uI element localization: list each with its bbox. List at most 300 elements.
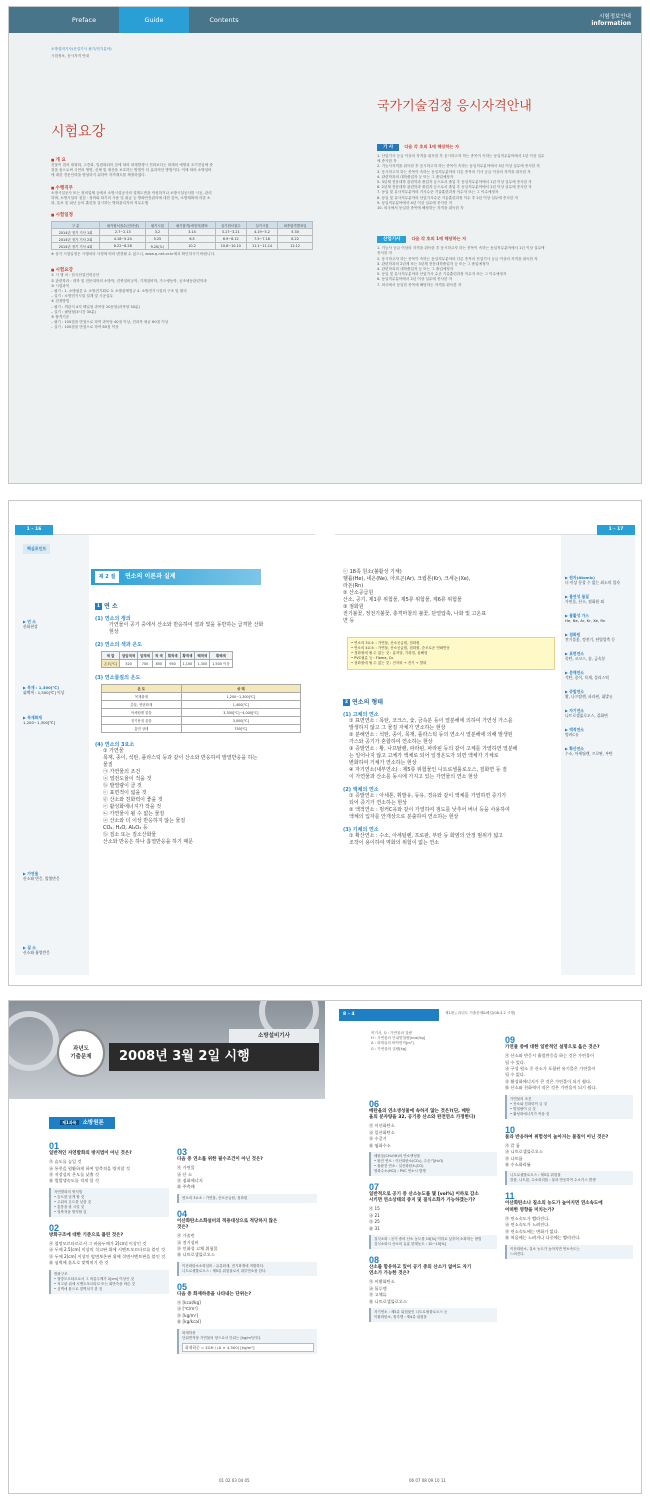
note-line: • 점화원에 될 수 없는 것 : 전자파 → 전기 → 발화 [351, 661, 427, 665]
question-text: 산소를 함유하고 있어 공기 중의 산소가 없어도 자기 [369, 1265, 472, 1271]
explanation-line: 이황화탄소, 톨루엔 : 제4류 위험물 [374, 1315, 427, 1320]
table-cell: 2014년 정기 기사 2회 [52, 236, 100, 243]
margin-note-keyword: ▶ 자기연소 [565, 708, 584, 713]
margin-note-keyword: ▶ 분해연소 [565, 670, 584, 675]
answer-option: 될 수 있다. [505, 1059, 526, 1065]
explanation-box [369, 1152, 497, 1176]
answer-option: ㉮ [kcal/kg] [177, 1300, 201, 1306]
margin-note-keyword: ▶ 목재 : 1,300[℃] [23, 685, 59, 690]
explanation-box [177, 1194, 317, 1203]
question-index-number: 01 [219, 1478, 226, 1483]
question-index-number: 09 [428, 1478, 435, 1483]
margin-note [23, 715, 87, 725]
margin-note-text: He, Ne, Ar, Kr, Xe, Rn [565, 618, 606, 623]
table-cell: 8.22 [278, 236, 313, 243]
left-column [51, 157, 321, 331]
body-line: 는 일어나지 않고 고체가 액체로 되어 일정온도가 되면 액체가 기체로 [349, 753, 499, 759]
right-column [377, 133, 627, 288]
explanation-line: • 통풍을 잘 시킬 것 [54, 1204, 85, 1209]
margin-note-text: 수소, 아세틸렌, 프로판, 부탄 [565, 751, 613, 756]
solid-combustion [343, 718, 557, 781]
question-index-number: 03 [231, 1478, 239, 1483]
explanation-line: 가연물의 조건 [510, 1096, 532, 1101]
column-header: 백적색 [195, 652, 210, 660]
section-title: 연소의 이론과 실제 [125, 573, 176, 580]
body-line: ⓔ 활성화에너지가 작을 것 [103, 804, 162, 810]
explanation-line: 메탄올(CH₃OH)의 연소생성물 [374, 1154, 421, 1159]
answer-option: ㉯ 산 소 [177, 1171, 192, 1177]
body-line: ㉠ 가연물의 조건 [103, 769, 141, 775]
answer-option: ㉮ 철망모르타르로서 그 바름두께가 2[cm] 이상인 것 [49, 1241, 147, 1247]
body-line: 이 가연물과 산소를 동시에 가지고 있는 가연물의 연소 현상 [349, 774, 478, 780]
body-line: ② 분해연소 : 석탄, 종이, 목재, 플라스틱 등의 연소시 열분해에 의해 발생된 [349, 732, 513, 738]
right-page-number: 8 – 4 [339, 1009, 439, 1021]
question-text: 다음 중 화재하중을 나타내는 단위는? [177, 1291, 252, 1297]
explanation-line: • 심벽에 흙으로 맞벽치기 한 것 [54, 1286, 103, 1291]
table-cell: 3,300[℃]~4,000[℃] [181, 709, 300, 717]
options-list [369, 1279, 497, 1305]
explanation-line: • 완전 연소 : 이산화탄소(CO₂), 수증기(H₂O) [374, 1159, 444, 1164]
margin-note [565, 613, 631, 623]
answer-option: ㉮ 칼 륨 [505, 1142, 520, 1148]
page-title-left: 시험요강 [51, 124, 106, 140]
answer-option: ㉰ 연소속도에는 변화가 없다. [505, 1228, 560, 1234]
question-index-number: 04 [238, 1478, 245, 1483]
table-row [52, 243, 313, 250]
margin-note [565, 651, 631, 661]
question-number: 09 [505, 1035, 516, 1045]
question-text: 일반적인 자연발화의 방지법이 아닌 것은? [49, 1151, 132, 1156]
table-cell: 3,000[℃] [181, 717, 300, 725]
margin-note [565, 594, 631, 604]
table-cell: 목재화재 [102, 693, 182, 701]
explanation-box [505, 1245, 633, 1259]
margin-note-text: 휘백색 : 1,500[℃] 이상 [23, 690, 65, 695]
exam-heading: ■ 시험요강 [51, 267, 321, 273]
summary-note-lines [351, 641, 551, 666]
table-cell: 4.18~5.24 [100, 236, 146, 243]
question-column-2 [177, 1141, 317, 1354]
exam-line: – 필기 : 객관식 4지 택일형 과목당 20문항(과목당 30분) [51, 304, 140, 309]
key-point-label: 핵심포인트 [23, 544, 50, 554]
answer-option: ㉮ 가연물 [177, 1165, 195, 1171]
explanation-line: • 활성화에너지가 작을 것 [510, 1111, 550, 1116]
table-cell: 1,100 [180, 660, 195, 668]
body-line: 변화하여 기체가 연소하는 현상 [349, 760, 417, 766]
question-text: 연소가 가능한 것은? [369, 1271, 410, 1277]
sub-definition: (1) 연소의 정의 [95, 616, 131, 622]
answer-option: ㉯ [℃/m²] [177, 1306, 198, 1312]
margin-note [565, 632, 631, 642]
explanation-line: • 석고판 위에 시멘트모르타르 또는 회반죽을 바른 것 [54, 1281, 135, 1286]
margin-note-keyword: ▶ 점화원 [565, 632, 581, 637]
table-cell: 흡연 상태 [102, 725, 182, 733]
explanation-line: 이산화탄소소화설비 : 유류화재, 전기화재에 적합하다. [182, 1263, 265, 1268]
exam-details [51, 273, 321, 330]
table-cell: 6.5 [169, 236, 215, 243]
explanation-box [505, 1095, 633, 1119]
breadcrumb-sub: 시험정보, 응시자격 안내 [51, 54, 90, 58]
table-cell: 아세틸렌 불꽃 [102, 709, 182, 717]
explanation-box [369, 1308, 497, 1322]
column-header: 상 태 [181, 685, 300, 693]
formula-definitions [371, 1031, 491, 1052]
table-cell: 촛불, 연탄화재 [102, 701, 182, 709]
liquid-combustion [343, 793, 557, 821]
table-cell: 2.7~2.13 [100, 229, 146, 236]
industrial-list [377, 246, 627, 288]
margin-note-keyword: ▶ 불연성 물질 [565, 594, 589, 599]
paragraph-line: 건물이 점차 대형화, 고층화, 밀집화되어 감에 따라 화재발생시 진화보다는 화재의 예방과 초기진압에 중 [51, 163, 213, 167]
exam-line: – 필기 : 1. 소방원론 2. 소방전기회로 3. 소방관계법규 4. 소방전기시설의 구조 및 원리 [51, 289, 187, 294]
options-list [177, 1233, 317, 1259]
answer-option: ㉮ 이황화탄소 [369, 1279, 395, 1285]
body-line: ③ 증발연소 : 황, 나프탈렌, 파라핀, 파라핀 등의 같이 고체를 가열하면 열분해 [349, 746, 518, 752]
left-body [95, 601, 315, 846]
body-line: 헬륨(He), 네온(Ne), 아르곤(Ar), 크립톤(Kr), 크세논(Xe), [343, 576, 471, 582]
question-number: 10 [505, 1124, 516, 1135]
exam-line: – 실기 : 필답형(3시간 30분) [51, 309, 97, 314]
section-heading: ■ 개 요 [51, 157, 321, 163]
options-list [505, 1053, 633, 1091]
formula-legend [371, 1031, 491, 1052]
answer-option: ㉱ 니트로셀룰로오스 [177, 1252, 215, 1258]
info-label-ko: 시험정보안내 [599, 14, 631, 20]
column-header: 실기원서접수 [215, 222, 246, 229]
margin-note-keyword: ▶ 불활성 가스 [565, 613, 589, 618]
table-cell: 12.12 [278, 243, 313, 250]
info-label-en: information [591, 20, 631, 27]
margin-note-text: 벙커C유 [565, 732, 579, 737]
answer-option: ㉯ 통풍을 원활하게 하여 열축적을 방지할 것 [49, 1165, 130, 1171]
margin-note-text: 산소와 흡열반응 [23, 950, 50, 955]
question-index-number: 11 [440, 1478, 446, 1483]
table-cell: 3.14 [169, 229, 215, 236]
question-text: 가연물 중에 대한 일반적인 설명으로 옳은 것은? [505, 1045, 600, 1050]
table-cell: 750[℃] [181, 725, 300, 733]
exam-category-tag: 소방설비기사 [229, 1029, 319, 1043]
label-industrial: 산업기사 [377, 236, 406, 243]
explanation-line: 화재하중 [182, 1330, 196, 1335]
requirement-line: 7. 동일 및 유사직무분야의 기사수준 기술훈련과정 이수자 또는 그 이수예정자 [377, 190, 499, 195]
right-margin-notes [561, 535, 635, 975]
margin-note-keyword: ▶ 증발연소 [565, 689, 584, 694]
answer-option: ㉱ 수소화리튬 [505, 1162, 531, 1168]
explanation-line: • 불완전 연소 : 일산화탄소(CO) [374, 1164, 424, 1169]
body-line: 목재, 종이, 석탄, 플라스틱 등과 같이 산소와 반응하여 발열반응을 하는 [103, 755, 258, 761]
column-header: 암적색 [138, 652, 153, 660]
exam-line: – 실기 : 100점을 만점으로 하여 60점 이상 [51, 325, 119, 330]
label-gisa: 기 사 [377, 144, 399, 151]
question-text: 다음 중 연소를 위한 필수조건이 아닌 것은? [177, 1157, 263, 1162]
answer-option: ㉱ 31 [369, 1225, 380, 1231]
table-cell: 950 [165, 660, 180, 668]
explanation-line: 염화수소(HCl) : PVC 연소시 발생 [374, 1169, 426, 1174]
margin-note-keyword: ▶ 목재화재 [23, 715, 42, 720]
margin-note [565, 746, 631, 756]
margin-note [565, 575, 631, 585]
sub-liquid: (2) 액체의 연소 [343, 787, 379, 793]
right-header-strip [335, 525, 597, 535]
explanation-line: 니트로셀룰로오스 : 제5류 위험물 [510, 1173, 561, 1178]
question-text: 방화구조에 대한 기준으로 틀린 것은? [49, 1232, 124, 1238]
note-line: • 연소의 3요소 : 가연물, 산소공급원, 점화원 [351, 641, 420, 645]
requirement-line: 4. 관련학과의 대학졸업자 등 또는 그 졸업예정자 [377, 174, 454, 179]
body-line: 산소, 공기, 제1류 위험물, 제5류 위험물, 제6류 위험물 [343, 597, 462, 603]
question-number: 03 [177, 1147, 188, 1157]
requirement-line: 8. 동일 및 유사직무분야의 산업기사수준 기술훈련과정 이수 후 2년 이상 실무에 종사한 자 [377, 195, 518, 200]
table-cell: 5.30 [278, 229, 313, 236]
margin-note-keyword: ▶ 연 소 [23, 619, 36, 624]
body-line: ⓑ 발열량이 클 것 [103, 783, 142, 789]
explanation-line: 연소의 3요소 : 가연물, 산소공급원, 점화원 [182, 1195, 248, 1200]
formula-definition: H : 가연물의 단위발열량[kcal/kg] [371, 1036, 426, 1041]
question-number: 01 [49, 1141, 60, 1151]
options-list [49, 1159, 169, 1185]
margin-note [23, 871, 87, 881]
exam-spread [8, 1000, 642, 1494]
explanation-line: 질식소화 : 공기 중의 산소 농도를 15[%] 이하로 낮추어 소화하는 방법 [374, 1237, 482, 1242]
answer-option: ㉱ 산소와 친화력이 작은 것은 가연물이 되기 쉽다. [505, 1085, 597, 1091]
question-index-number: 07 [415, 1478, 422, 1483]
oxygen-ignition-list [343, 569, 557, 625]
sub-gas: (3) 기체의 연소 [343, 827, 379, 833]
paragraph-line: 하며, 소방시설의 점검 · 정비와 화기의 사용 및 취급 등 방화안전관리에 대한 감독, 소방계획에 의한 소 [51, 195, 211, 200]
tab-guide[interactable]: Guide [119, 7, 189, 33]
left-header-strip [53, 525, 315, 535]
body-line: ② 액적연소 : 벙커C유와 같이 가열하여 점도를 낮추어 버너 등을 사용하여 [349, 807, 510, 813]
industrial-heading: 다음 각 호의 1에 해당하는 자 [411, 236, 467, 242]
answer-option: ㉱ 처음에는 느려지나 나중에는 빨라진다. [505, 1235, 581, 1241]
margin-note-text: 산소와 반응, 발열반응 [23, 876, 60, 881]
exam-title: 2008년 3월 2일 시행 [109, 1043, 319, 1071]
exam-line: – 실기 : 소방전기시설 설계 및 시공실무 [51, 294, 113, 299]
explanation-line: • 주위의 온도를 낮출 것 [54, 1199, 91, 1204]
body-line: ⓒ 표면적이 넓을 것 [103, 790, 147, 796]
section-heading: ■ 수행직무 [51, 185, 321, 191]
question-text: 이산화탄소소화설비의 적용대상으로 적당하지 않은 [177, 1218, 278, 1224]
margin-note-keyword: ▶ 표면연소 [565, 651, 584, 656]
question-number: 02 [49, 1222, 60, 1233]
answer-option: ㉯ 연소속도가 느려진다. [505, 1222, 550, 1228]
options-list [369, 1206, 497, 1232]
answer-option: ㉰ 인화성 고체 위험물 [177, 1246, 218, 1252]
requirement-line: 6. 2년제 전문대학 관련학과 졸업자 등으로서 졸업 후 동일직무분야에서 2년 이상 실무에 종사한 자 [377, 185, 532, 190]
body-line: ④ 자기연소(내부연소) : 제5류 위험물인 니트로셀룰로오스, 질화면 등 질 [349, 767, 507, 773]
table-cell: 520 [120, 660, 138, 668]
question-text: 것은? [177, 1225, 189, 1231]
column-header: 구 분 [52, 222, 100, 229]
requirement-line: 종사한 자 [377, 251, 393, 256]
note-line: • 점화원에 될 수 없는 것 : 흡착열, 기화열, 융해열 [351, 651, 428, 655]
sub-solid: (1) 고체의 연소 [343, 712, 379, 718]
material-temp-table [101, 684, 301, 733]
page-title-right: 국가기술검정 응시자격안내 [377, 99, 532, 114]
margin-note-keyword: ▶ 가연물 [23, 871, 39, 876]
margin-note-text: 니트로셀룰로오스, 질화면 [565, 713, 608, 718]
body-line: ③ 점화원 [343, 604, 364, 610]
body-line: ① 표면연소 : 목탄, 코크스, 숯, 금속분 등이 열분해에 의하여 가연성 가스를 [349, 718, 513, 724]
table-cell: 3.17~3.21 [215, 229, 246, 236]
question-column-4 [505, 1029, 633, 1259]
formula-definition: A : 화재실의 바닥면적[m²] [371, 1041, 414, 1046]
explanation-line: 이산화탄소, 질소 농도가 높아지면 연소속도는 [510, 1246, 580, 1251]
table-cell: 7.5~7.18 [246, 236, 277, 243]
requirement-line: 3. 응시하고자 하는 종목이 속하는 동일직무분야의 다른 종목의 기사 등급 이상의 자격을 취득한 자 [377, 169, 531, 174]
answer-option: ㉰ 25 [369, 1219, 380, 1225]
explanation-line: 니트로셀룰로오스 : 제5류 위험물로서 내부연소를 한다. [182, 1268, 267, 1273]
left-page-number: 1 – 16 [15, 525, 53, 535]
explanation-box [49, 1188, 169, 1217]
column-header: 휘적색 [165, 652, 180, 660]
footer-question-index-left [219, 1478, 250, 1483]
color-temp-table [101, 651, 233, 668]
body-line: ㉡ 가연물이 될 수 없는 물질 [103, 811, 165, 817]
margin-note-text: 1,200~1,300[℃] [23, 720, 56, 725]
margin-note-keyword: ▶ 질 소 [23, 945, 36, 950]
exam-line: – 필기 : 100점을 만점으로 하여 과목당 40점 이상, 전과목 평균 60점 이상 [51, 320, 169, 325]
gisa-heading: 다음 각 호의 1에 해당하는 자 [404, 144, 460, 149]
requirement-line: 5. 동일 및 유사직무분야의 산업기사 수준 기술훈련과정 이수자 또는 그 이수예정자 [377, 272, 507, 277]
margin-note-keyword: ▶ 액적연소 [565, 727, 584, 732]
table-row [52, 236, 313, 243]
question-text: 메탄올의 연소생성물에 속하지 않는 것은?(단, 메탄 [369, 1109, 471, 1114]
table-row [102, 709, 301, 717]
exam-line: ③ 시험과목 [51, 283, 70, 288]
question-number: 07 [369, 1182, 380, 1193]
margin-note-text: 더 이상 분할 수 없는 최소의 입자 [565, 580, 620, 585]
body-line: ⓑ 질소 또는 질소산화물 [103, 832, 157, 838]
formula: 화재하중 = ΣGH / (A × 4,500) [kg/m²] [182, 1343, 314, 1352]
answer-option: ㉮ 15 [369, 1206, 380, 1212]
column-header: 담암적색 [120, 652, 138, 660]
explanation-line: 자연발화의 방지법 [54, 1189, 83, 1194]
table-row [102, 717, 301, 725]
table-cell: 온도[℃] [102, 660, 120, 668]
table-cell: 10.6~10.10 [215, 243, 246, 250]
explanation-line: • 습도를 낮게 할 것 [54, 1194, 85, 1199]
body-line: ⓐ 산소와 더 이상 반응하지 않는 물질 [103, 818, 186, 824]
answer-option: ㉱ 열발생속도를 적게 할 것 [49, 1178, 99, 1184]
explanation-line: • 열축적을 방지할 것 [54, 1209, 87, 1214]
column-header: 휘백색 [210, 652, 232, 660]
column-header: 필기원서접수(인터넷) [100, 222, 146, 229]
requirement-line: 6. 동일직무분야에서 2년 이상 실무에 종사한 자 [377, 277, 453, 282]
top-nav-bar [9, 7, 641, 33]
table-cell: 10.2 [169, 243, 215, 250]
options-list [505, 1143, 633, 1169]
gas-combustion [343, 833, 557, 847]
combustion-forms [343, 697, 557, 847]
question-text: 시키면 연소상태의 중지 및 질식소화가 가능하겠는가? [369, 1198, 476, 1204]
margin-note-text: 석탄, 종이, 목재, 플라스틱 [565, 675, 609, 680]
paragraph-line: 화, 통보 및 피난 등의 훈련을 실시하는 방화관리자의 직무수행 [51, 201, 149, 206]
formula-definition: 여기서, Q : 가연물의 질량 [371, 1031, 412, 1035]
margin-note [565, 708, 631, 718]
body-line: 라돈(Rn) [343, 583, 364, 589]
body-line: ⓐ 열전도율이 적을 것 [103, 776, 152, 782]
paragraph-line: 소방시설공사 또는 정비업체 등에서 소방시설공사의 설계도면을 작성하거나 소방시설공사를 시공, 관리 [51, 190, 212, 195]
question-number: 08 [369, 1255, 380, 1266]
body-line: 현상 [109, 629, 119, 635]
body-line: 조작이 용이하여 역화의 위험이 없는 연소 [349, 840, 440, 846]
column-header: 색 깔 [102, 652, 120, 660]
answer-option: ㉰ 저장실의 온도를 낮출 것 [49, 1172, 99, 1178]
table-cell: 4.19~5.2 [246, 229, 277, 236]
column-header: 온 도 [102, 685, 182, 693]
answer-option: ㉮ 산소와 반응시 흡열반응을 하는 것은 가연물이 [505, 1053, 595, 1059]
answer-option: ㉰ 수증기 [369, 1136, 387, 1142]
answer-option: ㉮ 습도를 높일 것 [49, 1159, 82, 1165]
requirement-line: 10. 외국에서 동일한 종목에 해당하는 자격을 취득한 자 [377, 206, 464, 211]
table-cell: 850 [152, 660, 165, 668]
explanation-line: 질식소화시 산소의 유효 한계농도 : 10~15[%] [374, 1242, 446, 1247]
body-line: ① 확산연소 : 수소, 아세틸렌, 프로판, 부탄 등 화염의 안정 범위가 넓고 [349, 833, 504, 839]
answer-option: ㉰ 두께 2[cm] 이상인 암면보온판 위에 석면시멘트판을 붙인 것 [49, 1253, 166, 1259]
answer-option: ㉰ 나트륨 [505, 1155, 523, 1161]
answer-option: ㉯ 일산화탄소 [369, 1129, 395, 1135]
summary-note-box [347, 637, 555, 670]
margin-note [565, 670, 631, 680]
overview-sections [51, 157, 321, 206]
requirement-line: 7. 외국에서 동일한 종목에 해당하는 자격을 취득한 자 [377, 282, 462, 287]
body-line: 가연물이 공기 중에서 산소와 반응하여 열과 빛을 동반하는 급격한 산화 [109, 622, 264, 628]
right-side-notes [561, 535, 635, 756]
guide-page [8, 6, 642, 484]
left-margin-notes [15, 535, 89, 975]
table-cell: 3.2 [146, 229, 169, 236]
requirement-line: 4. 관련학과의 대학졸업자 등 또는 그 졸업예정자 [377, 267, 454, 272]
body-line: 산소와 반응은 하나 흡열반응을 하기 때문 [103, 839, 194, 845]
table-cell: 700 [138, 660, 153, 668]
schedule-heading: ■ 시험일정 [51, 212, 321, 218]
requirement-line: 2. 응시하고자 하는 종목이 속하는 동일직무분야의 다른 종목의 산업기사 등급 이상의 자격을 취득한 자 [377, 256, 538, 261]
explanation-line: • 발열량이 클 것 [510, 1106, 536, 1111]
question-index-number: 02 [225, 1478, 232, 1483]
question-text: 올의 분자량을 32, 공기중 산소와 완전연소 가정한다) [369, 1115, 476, 1121]
requirement-line: 에 종사한 자 [377, 159, 397, 164]
column-header: 적 색 [152, 652, 165, 660]
answer-option: ㉰ 고체류 [369, 1292, 387, 1298]
table-cell: 1,300 [195, 660, 210, 668]
question-column-1 [49, 1135, 169, 1294]
tab-contents[interactable]: Contents [209, 16, 239, 24]
body-line: ⓓ 산소와 친화력이 좋을 것 [103, 797, 163, 803]
options-list [369, 1123, 497, 1149]
table-row [102, 701, 301, 709]
body-line: ⓒ 18족 원소(불활성 기체) [343, 569, 402, 575]
tab-preface[interactable]: Preface [71, 16, 97, 24]
body-line: 전기불꽃, 정전기불꽃, 충격마찰의 불꽃, 단열압축, 나화 및 고온표 [343, 611, 487, 617]
heading-combustion: 1 연 소 [96, 603, 118, 610]
column-header: 실기시험 [246, 222, 277, 229]
margin-note-text: 가연물, 산소, 점화원 외 [565, 599, 605, 604]
column-header: 필기합격(예정자)발표 [169, 222, 215, 229]
margin-note-keyword: ▶ 원자(Atomic) [565, 575, 595, 580]
sub-color-temp: (2) 연소의 색과 온도 [95, 642, 143, 648]
paragraph-line: 점을 둠으로써 국민의 생명, 신체 및 재산을 보호하는 방법이 더 효과적인 방법이다. 이에 따라 소방설비 [51, 168, 212, 173]
definition-text [95, 622, 315, 636]
schedule-table [51, 221, 313, 250]
explanation-box [177, 1262, 317, 1276]
explanation-box [369, 1235, 497, 1249]
options-list [49, 1241, 169, 1267]
answer-option: ㉯ 톨루엔 [369, 1285, 387, 1291]
footer-question-index-right [409, 1478, 446, 1483]
answer-option: 될 수 없다. [505, 1072, 526, 1078]
answer-option: ㉰ 점화에너지 [177, 1178, 203, 1184]
textbook-spread [8, 500, 642, 986]
